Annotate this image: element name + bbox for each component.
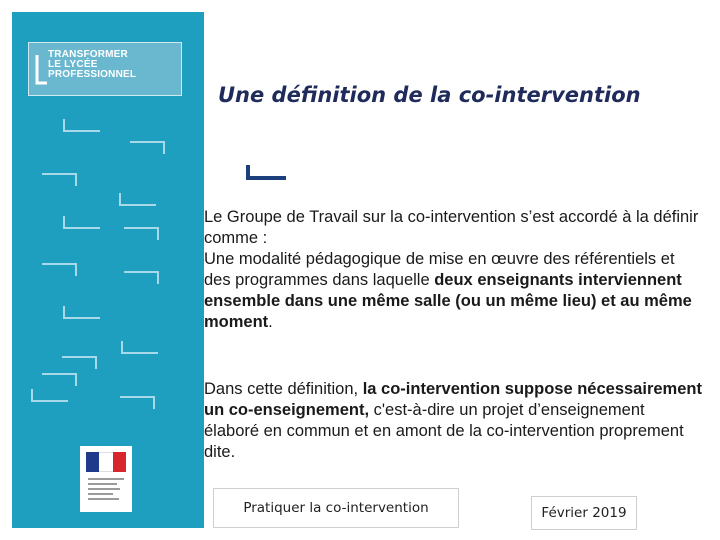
explanation-rest: c'est-à-dire un projet d’enseignement élaboré en commun et en amont de la co-intervention proprement dite. <box>204 401 684 461</box>
flag-blue-band <box>86 452 99 472</box>
ministere-emblem-icon <box>80 446 132 512</box>
definition-intro: Le Groupe de Travail sur la co-intervention s’est accordé à la définir comme : <box>204 208 699 247</box>
bracket-decoration-icon <box>62 118 102 134</box>
bracket-decoration-icon <box>40 172 80 188</box>
logo-line-3: PROFESSIONNEL <box>48 69 137 80</box>
bracket-decoration-icon <box>122 270 162 286</box>
accent-bracket-icon <box>244 163 288 183</box>
flag-red-band <box>113 452 126 472</box>
definition-paragraph <box>204 207 704 333</box>
bracket-decoration-icon <box>62 305 102 321</box>
explanation-paragraph <box>204 379 704 463</box>
explanation-bold: la co-intervention suppose nécessairement un co-enseignement, <box>204 380 702 419</box>
definition-bold: deux enseignants interviennent ensemble dans une même salle (ou un même lieu) et au même moment <box>204 271 692 331</box>
bracket-decoration-icon <box>120 340 160 356</box>
bracket-decoration-icon <box>40 372 80 388</box>
bracket-logo-icon <box>35 53 49 85</box>
flag-white-band <box>99 452 112 472</box>
bracket-decoration-icon <box>62 215 102 231</box>
footer-date <box>531 496 637 530</box>
footer-title <box>213 488 459 528</box>
bracket-decoration-icon <box>122 226 162 242</box>
definition-lead: Une modalité pédagogique de mise en œuvre des référentiels et des programmes dans laquelle <box>204 250 675 289</box>
bracket-decoration-icon <box>40 262 80 278</box>
footer-date-label: Février 2019 <box>541 505 627 521</box>
slide-title: Une définition de la co-intervention <box>218 83 641 107</box>
bracket-decoration-icon <box>118 395 158 411</box>
definition-end: . <box>268 313 273 331</box>
logo-line-1: TRANSFORMER <box>48 49 128 60</box>
bracket-decoration-icon <box>118 192 158 208</box>
bracket-decoration-icon <box>128 140 168 156</box>
emblem-text-lines <box>88 478 124 503</box>
bracket-decoration-icon <box>30 388 70 404</box>
explanation-lead: Dans cette définition, <box>204 380 363 398</box>
flag-icon <box>86 452 126 472</box>
bracket-decoration-icon <box>60 355 100 371</box>
logo-line-2: LE LYCÉE <box>48 59 98 70</box>
footer-label: Pratiquer la co-intervention <box>243 500 429 516</box>
